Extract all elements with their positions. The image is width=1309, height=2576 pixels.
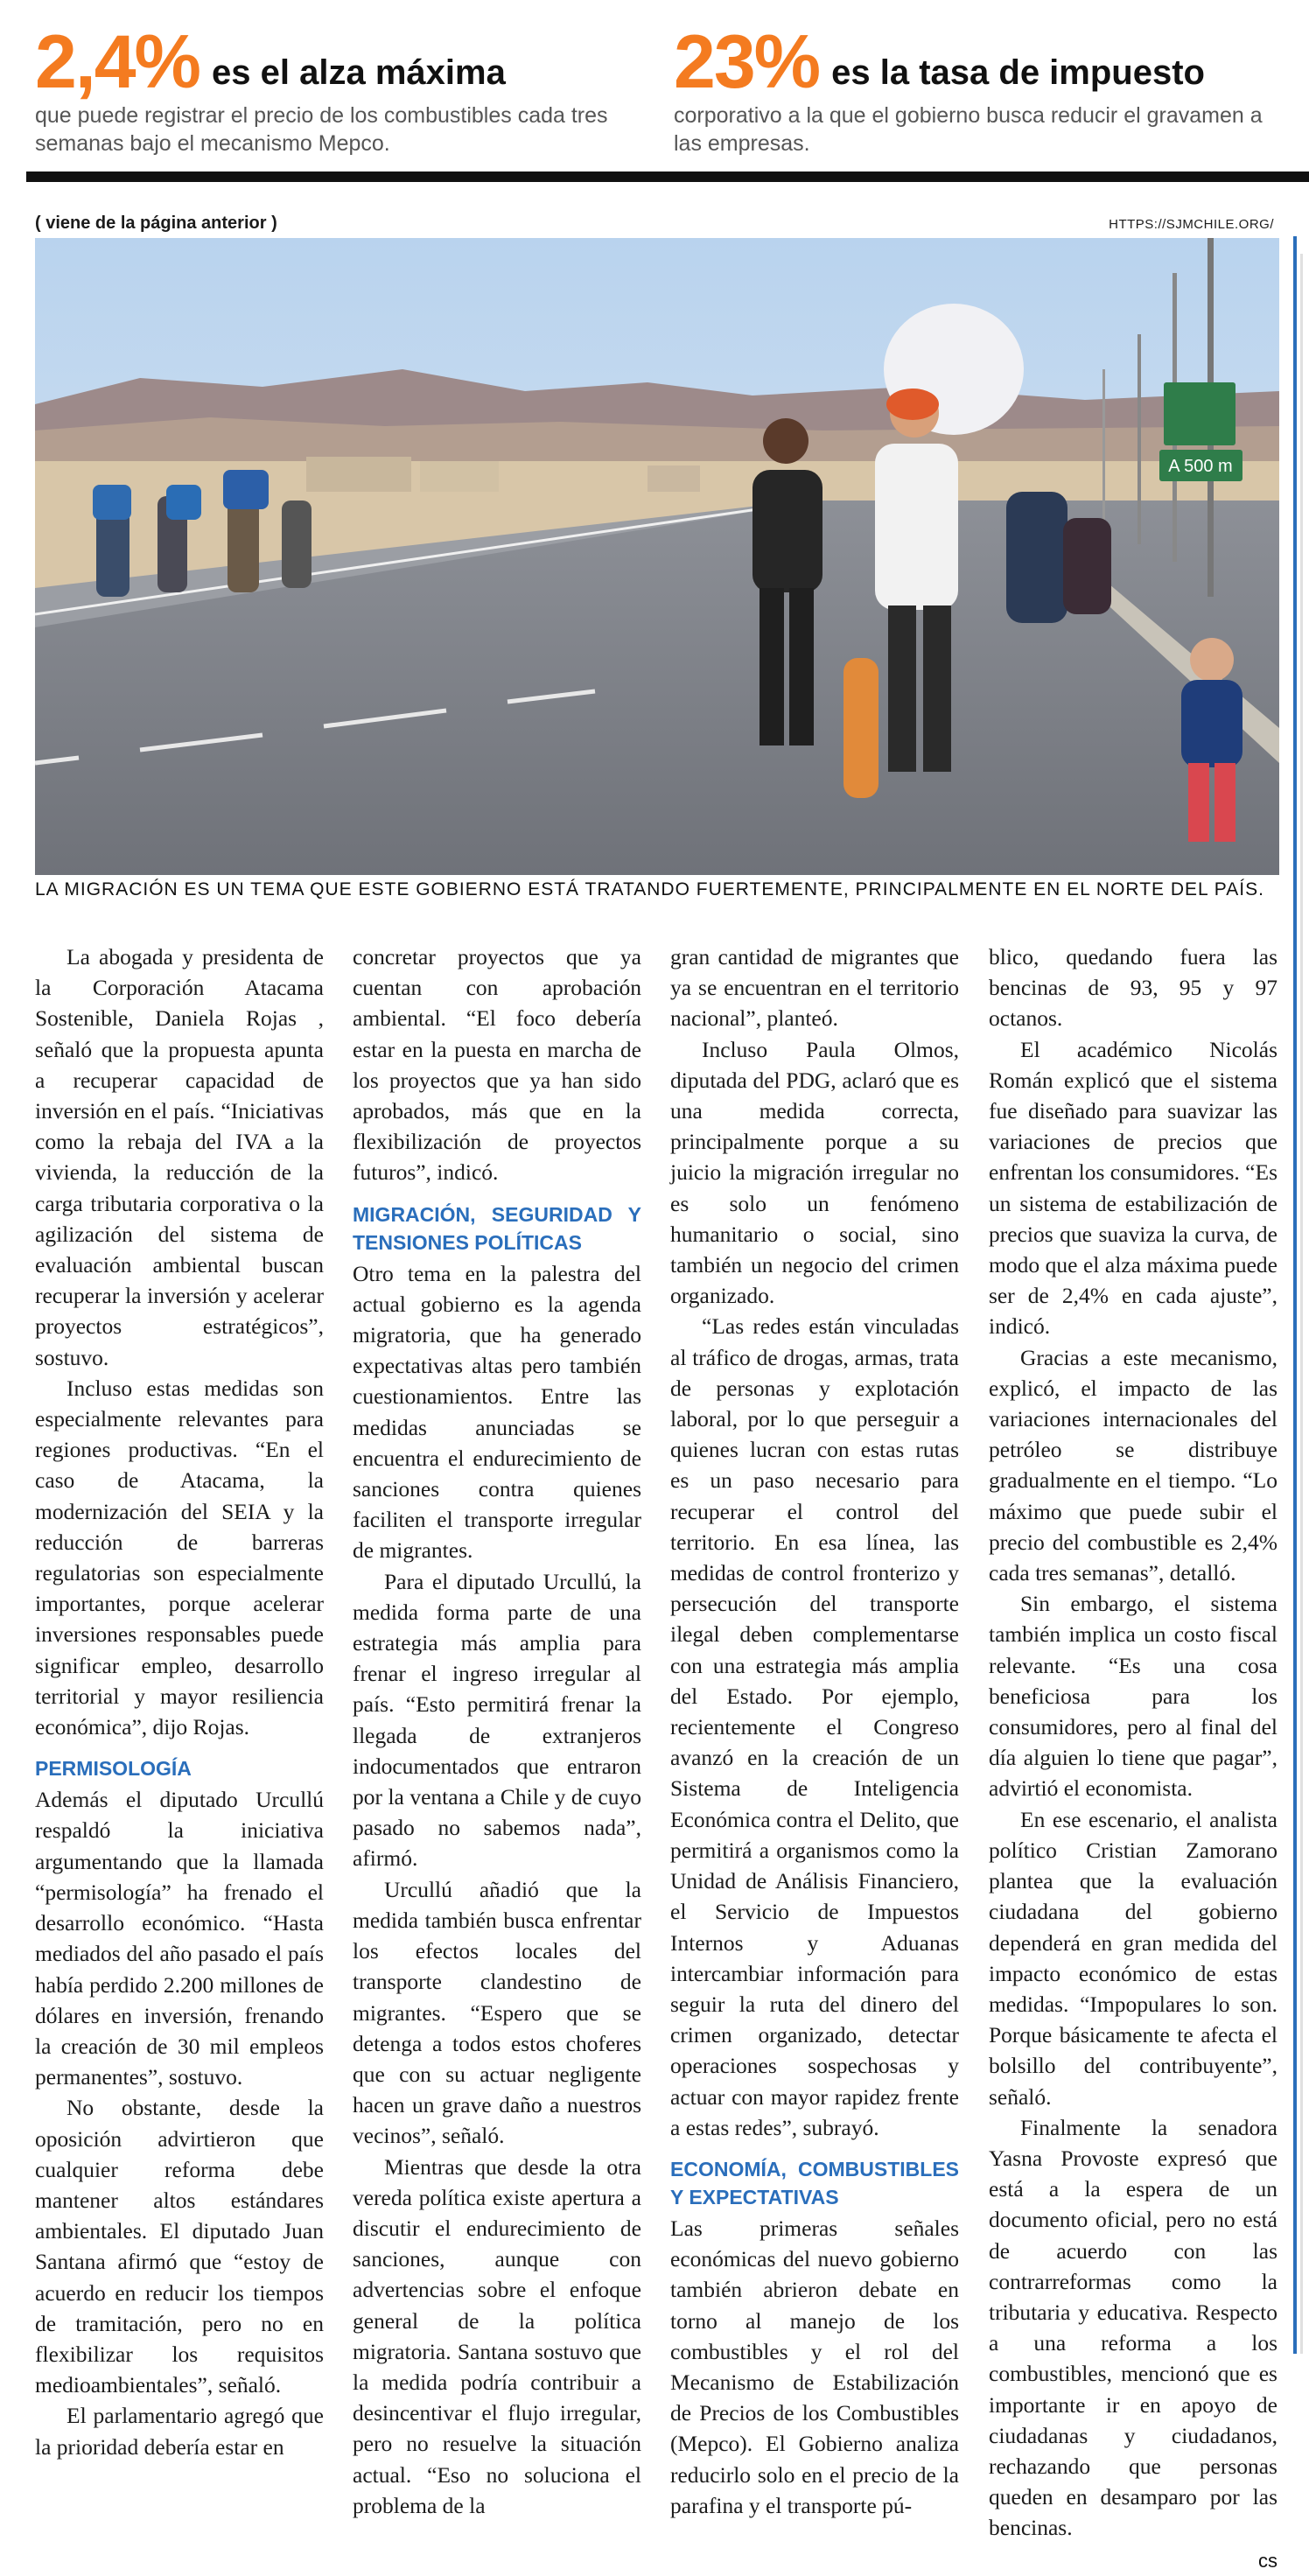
paragraph: Incluso Paula Olmos, diputada del PDG, aclaró que es una medida correcta, principalmente porque a su juicio la migración irregular no es solo un fenómeno humanitario o social, sino también un negocio del crimen organizado. xyxy=(670,1036,959,1309)
paragraph: gran cantidad de migrantes que ya se encuentran en el territorio nacional”, planteó. xyxy=(670,944,959,1032)
paragraph: Gracias a este mecanismo, explicó, el impacto de las variaciones internacionales del petróleo se distribuye gradualmente en el tiempo. “Lo máximo que puede subir el precio del combustible es 2,4% cada tres semanas”, detalló. xyxy=(989,1344,1278,1586)
stat-description: corporativo a la que el gobierno busca reducir el gravamen a las empresas. xyxy=(674,103,1263,156)
paragraph: Otro tema en la palestra del actual gobierno es la agenda migratoria, que ha generado expectativas altas pero también cuestionamientos. Entre las medidas anunciadas se encuentra el endurecimiento de sanciones contra quienes faciliten el transporte irregular de migrantes. xyxy=(353,1260,641,1564)
paragraph: Finalmente la senadora Yasna Provoste expresó que está a la espera de un documento oficial, pero no está de acuerdo con las contrarreformas como la tributaria y educativa. Respecto a una reforma a los combustibles, mencionó que es importante ir en apoyo de ciudadanas y ciudadanos, rechazando que personas queden en desamparo por las bencinas. xyxy=(989,2114,1278,2541)
section-heading: PERMISOLOGÍA xyxy=(35,1757,192,1781)
paragraph: En ese escenario, el analista político Cristian Zamorano plantea que la evaluación ciudadana del gobierno dependerá en gran medida del impacto económico de estas medidas. “Impopulares lo son. Porque básicamente te afecta el bolsillo del contribuyente”, señaló. xyxy=(989,1806,1278,2110)
section-divider xyxy=(26,172,1309,182)
stat-value: 2,4% xyxy=(35,20,200,104)
article-column-2 xyxy=(353,942,641,2521)
stat-headline: es la tasa de impuesto xyxy=(831,53,1205,92)
stat-value: 23% xyxy=(674,20,820,104)
paragraph: No obstante, desde la oposición advirtieron que cualquier reforma debe mantener altos estándares ambientales. El diputado Juan Santana afirmó que “estoy de acuerdo en reducir los tiempos de tramitación, pero no en flexibilizar los requisitos medioambientales”, señaló. xyxy=(35,2095,324,2398)
road-sign-text: A 500 m xyxy=(1168,457,1233,476)
continued-note: ( viene de la página anterior ) xyxy=(35,214,277,233)
article-column-4 xyxy=(989,942,1278,2576)
page-edge-rule xyxy=(1300,254,1303,2354)
photo-credit: HTTPS://SJMCHILE.ORG/ xyxy=(1109,217,1274,232)
paragraph: concretar proyectos que ya cuentan con aprobación ambiental. “El foco debería estar en la puesta en marcha de los proyectos que ya han sido aprobados, más que en la flexibilización de proyectos futuros”, indicó. xyxy=(353,944,641,1186)
stat-description: que puede registrar el precio de los combustibles cada tres semanas bajo el mecanismo Mepco. xyxy=(35,103,608,156)
paragraph: Sin embargo, el sistema también implica un costo fiscal relevante. “Es una cosa beneficiosa para los consumidores, pero al final del día alguien lo tiene que pagar”, advirtió el economista. xyxy=(989,1591,1278,1802)
end-of-article-mark: cs xyxy=(1258,2549,1278,2572)
paragraph: La abogada y presidenta de la Corporación Atacama Sostenible, Daniela Rojas , señaló que la propuesta apunta a recuperar capacidad de inversión en el país. “Iniciativas como la rebaja del IVA a la vivienda, la reducción de la carga tributaria corporativa o la agilización del sistema de evaluación ambiental buscan recuperar la inversión y acelerar proyectos estratégicos”, sostuvo. xyxy=(35,944,324,1370)
paragraph: blico, quedando fuera las bencinas de 93, 95 y 97 octanos. xyxy=(989,944,1278,1032)
section-heading: ECONOMÍA, COMBUSTIBLES Y EXPECTATIVAS xyxy=(670,2157,959,2208)
section-heading: MIGRACIÓN, SEGURIDAD Y TENSIONES POLÍTICAS xyxy=(353,1202,641,1254)
paragraph: Incluso estas medidas son especialmente relevantes para regiones productivas. “En el caso de Atacama, la modernización del SEIA y la reducción de barreras regulatorias son especialmente importantes, porque acelerar inversiones responsables puede significar empleo, desarrollo territorial y mayor resiliencia económica”, dijo Rojas. xyxy=(35,1375,324,1740)
paragraph: Para el diputado Urcullú, la medida forma parte de una estrategia más amplia para frenar el ingreso irregular al país. “Esto permitirá frenar la llegada de extranjeros indocumentados que entraron por la ventana a Chile y de cuyo pasado no sabemos nada”, afirmó. xyxy=(353,1568,641,1872)
page-edge-accent xyxy=(1293,236,1297,2354)
photo-caption: LA MIGRACIÓN ES UN TEMA QUE ESTE GOBIERNO ESTÁ TRATANDO FUERTEMENTE, PRINCIPALMENTE EN EL NORTE DEL PAÍS. xyxy=(35,879,1264,900)
paragraph: Las primeras señales económicas del nuevo gobierno también abrieron debate en torno al manejo de los combustibles y el rol del Mecanismo de Estabilización de Precios de los Combustibles (Mepco). El Gobierno analiza reducirlo solo en el precio de la parafina y el transporte pú- xyxy=(670,2215,959,2518)
paragraph: Mientras que desde la otra vereda política existe apertura a discutir el endurecimiento de sanciones, aunque con advertencias sobre el enfoque general de la política migratoria. Santana sostuvo que la medida podría contribuir a desincentivar el flujo irregular, pero no resuelve la situación actual. “Eso no soluciona el problema de la xyxy=(353,2153,641,2518)
paragraph: Urcullú añadió que la medida también busca enfrentar los efectos locales del transporte clandestino de migrantes. “Espero que se detenga a todos estos choferes que con su actuar negligente hacen un grave daño a nuestros vecinos”, señaló. xyxy=(353,1876,641,2149)
stat-headline: es el alza máxima xyxy=(212,53,506,92)
paragraph: El parlamentario agregó que la prioridad debería estar en xyxy=(35,2403,324,2460)
paragraph: Además el diputado Urcullú respaldó la iniciativa argumentando que la llamada “permisología” ha frenado el desarrollo económico. “Hasta mediados del año pasado el país había perdido 2.200 millones de dólares en inversión, frenando la creación de 30 mil empleos permanentes”, sostuvo. xyxy=(35,1787,324,2090)
article-column-3 xyxy=(670,942,959,2521)
stat-block-fuel xyxy=(35,20,648,158)
stat-block-tax xyxy=(674,20,1286,158)
news-photo xyxy=(35,238,1279,875)
paragraph: El académico Nicolás Román explicó que el sistema fue diseñado para suavizar las variaciones de precios que enfrentan los consumidores. “Es un sistema de estabilización de precios que suaviza la curva, de modo que el alza máxima puede ser de 2,4% en cada ajuste”, indicó. xyxy=(989,1036,1278,1340)
paragraph: “Las redes están vinculadas al tráfico de drogas, armas, trata de personas y explotación laboral, por lo que perseguir a quienes lucran con estas rutas es un paso necesario para recuperar el control del territorio. En esa línea, las medidas de control fronterizo y persecución del transporte ilegal deben complementarse con una estrategia más amplia del Estado. Por ejemplo, recientemente el Congreso avanzó en la creación de un Sistema de Inteligencia Económica contra el Delito, que permitirá a organismos como la Unidad de Análisis Financiero, el Servicio de Impuestos Internos y Aduanas intercambiar información para seguir la ruta del dinero del crimen organizado, detectar operaciones sospechosas y actuar con mayor rapidez frente a estas redes”, subrayó. xyxy=(670,1313,959,2140)
article-column-1 xyxy=(35,942,324,2462)
